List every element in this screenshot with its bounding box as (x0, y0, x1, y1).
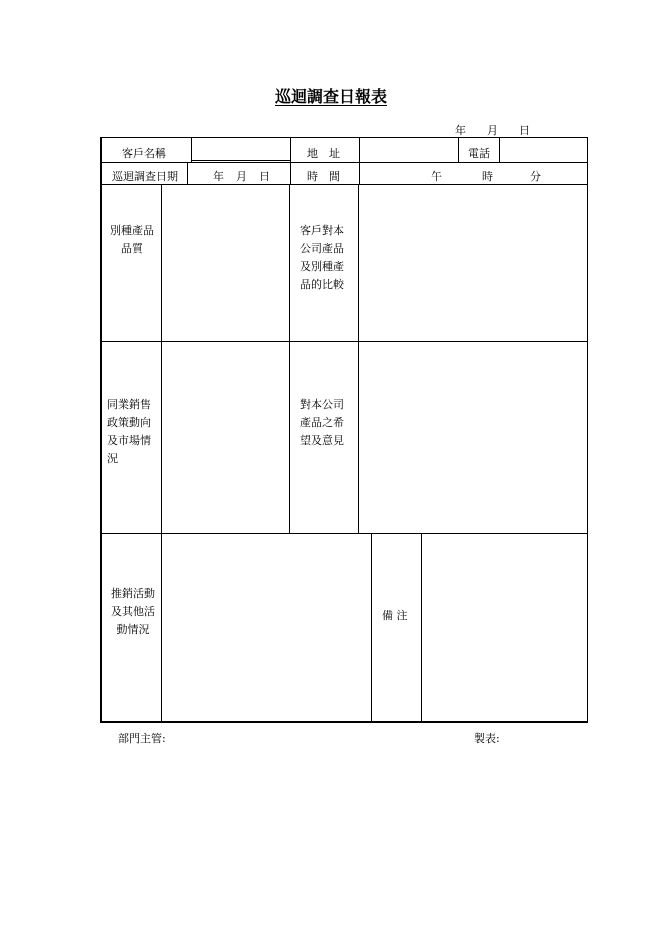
section2-right-line-1: 對本公司 (300, 398, 344, 411)
section2-left-line-4: 況 (107, 452, 118, 465)
address-label: 地 址 (307, 147, 340, 160)
section1-left-line-2: 品質 (121, 242, 143, 255)
section3-left-line-3: 動情況 (116, 623, 150, 636)
time-minute: 分 (530, 170, 541, 183)
section2-left-line-2: 政策動向 (107, 416, 151, 429)
row-divider-3 (102, 341, 587, 342)
section1-right-label (300, 222, 344, 294)
page-title (0, 84, 662, 107)
row-divider-1 (102, 162, 587, 163)
section2-right-line-3: 望及意見 (300, 434, 344, 447)
section3-left-label (107, 585, 159, 639)
dept-head-label: 部門主管: (118, 732, 166, 745)
section3-left-line-1: 推銷活動 (111, 587, 155, 600)
visit-month: 月 (236, 170, 247, 183)
row-divider-4 (102, 533, 587, 534)
visit-year: 年 (213, 170, 224, 183)
col-divider-r2-a (187, 162, 188, 184)
section1-right-line-2: 公司產品 (300, 242, 344, 255)
remarks-label: 備 注 (382, 609, 408, 622)
section1-right-line-1: 客戶對本 (300, 224, 344, 237)
section1-left-label (106, 222, 158, 258)
section2-right-label (300, 396, 344, 450)
col-divider-r1-c (359, 138, 360, 184)
customer-name-label: 客戶名稱 (122, 147, 166, 160)
time-ampm: 午 (431, 170, 442, 183)
col-divider-r1-d (458, 138, 459, 162)
col-divider-r1-b (290, 138, 291, 184)
col-divider-s3-a (371, 533, 372, 722)
prepared-by-label: 製表: (474, 732, 500, 745)
section1-right-line-4: 品的比較 (300, 278, 344, 291)
section3-left-line-2: 及其他活 (111, 605, 155, 618)
section2-left-label (107, 396, 151, 468)
header-day: 日 (519, 124, 530, 137)
time-hour: 時 (482, 170, 493, 183)
col-divider-mid-b (358, 184, 359, 533)
header-month: 月 (487, 124, 498, 137)
section1-right-line-3: 及別種產 (300, 260, 344, 273)
row-divider-2 (102, 184, 587, 185)
visit-date-label: 巡迴調查日期 (112, 170, 178, 183)
time-label: 時 間 (307, 170, 340, 183)
title-text: 巡迴調查日報表 (274, 87, 387, 106)
col-divider-label (161, 184, 162, 722)
report-table (100, 137, 588, 723)
section1-left-line-1: 別種產品 (110, 224, 154, 237)
phone-label: 電話 (468, 147, 490, 160)
col-divider-mid-a (289, 184, 290, 533)
header-date (455, 122, 530, 138)
section2-right-line-2: 產品之希 (300, 416, 344, 429)
section2-left-line-3: 及市場情 (107, 434, 151, 447)
customer-name-field (191, 160, 290, 161)
col-divider-s3-b (421, 533, 422, 722)
section2-left-line-1: 同業銷售 (107, 398, 151, 411)
header-year: 年 (455, 124, 466, 137)
col-divider-r1-e (499, 138, 500, 162)
col-divider-r1-a (191, 138, 192, 162)
visit-day: 日 (259, 170, 270, 183)
